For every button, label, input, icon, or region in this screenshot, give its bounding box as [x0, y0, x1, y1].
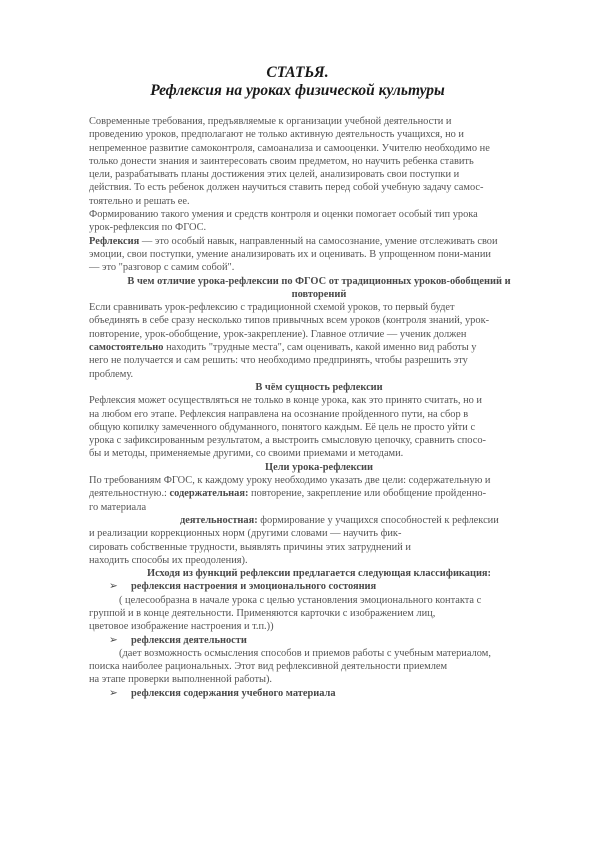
list-item — [89, 634, 549, 687]
text-line: го материала — [89, 501, 147, 513]
list-item-title-line — [89, 634, 549, 647]
text-line: находить способы их преодоления). — [89, 554, 248, 566]
text-span: деятельностную.: — [89, 488, 170, 500]
definition-text: — это особый навык, направленный на самосознание, умение отслеживать свои — [139, 235, 498, 247]
text-line: проведению уроков, предполагают не только активную деятельность учащихся, но и — [89, 129, 464, 141]
text-line: урока с зафиксированным результатом, а выстроить смысловую цепочку, сравнить спосо- — [89, 435, 487, 447]
bold-word: самостоятельно — [89, 342, 164, 354]
intro-paragraph — [89, 115, 549, 235]
heading-line: Цели урока-рефлексии — [265, 461, 373, 473]
heading-line: повторений — [291, 288, 347, 300]
text-line: Если сравнивать урок-рефлексию с традиционной схемой уроков, то первый будет — [89, 302, 455, 314]
text-line: (дает возможность осмысления способов и приемов работы с учебным материалом, — [119, 647, 491, 659]
definition-paragraph — [89, 235, 549, 275]
definition-term: Рефлексия — [89, 235, 140, 247]
arrow-bullet-icon: ➢ — [109, 581, 118, 593]
text-line: общую копилку замеченного обдуманного, понятого каждым. Её цель не просто уйти с — [89, 421, 476, 433]
text-line: Современные требования, предъявляемые к организации учебной деятельности и — [89, 116, 452, 127]
section-heading-essence — [89, 381, 549, 394]
text-line — [89, 235, 549, 248]
text-line: эмоции, свои поступки, умение анализировать их и оценивать. В упрощенном пони-мании — [89, 248, 491, 260]
text-line: только донести знания и заинтересовать своим предметом, но научить ребенка ставить — [89, 155, 474, 167]
article-title: Рефлексия на уроках физической культуры — [150, 82, 445, 99]
goals-paragraph — [89, 474, 549, 567]
text-line: тоятельно и решать ее. — [89, 195, 190, 207]
text-line: непременное развитие самоконтроля, самоанализа и самооценки. Учителю необходимо не — [89, 142, 490, 154]
text-line: бы и методы, применяемые другими, со своими приемами и методами. — [89, 448, 404, 460]
heading-line: В чём сущность рефлексии — [255, 381, 383, 393]
text-span: формирование у учащихся способностей к рефлексии — [257, 514, 499, 526]
text-line — [89, 487, 549, 500]
list-item-title: рефлексия деятельности — [131, 634, 247, 646]
text-line: него не получается и сам решить: что необходимо предпринять, чтобы разрешить эту — [89, 355, 468, 367]
text-line: действия. То есть ребенок должен научиться ставить перед собой учебную задачу самос- — [89, 182, 484, 194]
list-item-title: рефлексия настроения и эмоционального состояния — [131, 581, 377, 593]
text-line: проблему. — [89, 368, 134, 380]
difference-paragraph — [89, 301, 549, 381]
text-line — [89, 341, 549, 354]
classification-list — [89, 580, 549, 700]
section-heading-goals — [89, 461, 549, 474]
text-line: ( целесообразна в начале урока с целью установления эмоционального контакта с — [119, 594, 482, 606]
goal-content-label: содержательная: — [169, 488, 249, 500]
section-heading-difference — [89, 275, 549, 302]
text-line: Рефлексия может осуществляться не только в конце урока, как это принято считать, но и — [89, 395, 482, 407]
text-line: По требованиям ФГОС, к каждому уроку необходимо указать две цели: содержательную и — [89, 475, 491, 487]
list-item — [89, 687, 549, 700]
text-line: Формированию такого умения и средств контроля и оценки помогает особый тип урока — [89, 209, 478, 221]
arrow-bullet-icon: ➢ — [109, 687, 118, 699]
goal-activity-label: деятельностная: — [180, 514, 258, 526]
text-line: и реализации коррекционных норм (другими словами — научить фик- — [89, 528, 402, 540]
list-item-title-line — [89, 580, 549, 593]
heading-line: Исходя из функций рефлексии предлагается следующая классификация: — [146, 568, 492, 580]
article-body — [89, 115, 549, 700]
text-span: повторение, закрепление или обобщение пройденно- — [248, 488, 487, 500]
text-line: — это "разговор с самим собой". — [89, 262, 235, 274]
text-line: группой и в конце деятельности. Применяются карточки с изображением лиц, — [89, 607, 436, 619]
list-item-title: рефлексия содержания учебного материала — [131, 687, 336, 699]
classification-heading — [89, 567, 549, 580]
heading-line: В чем отличие урока-рефлексии по ФГОС от традиционных уроков-обобщений и — [127, 275, 511, 287]
text-span: находить "трудные места", сам оценивать, какой именно вид работы у — [163, 342, 477, 354]
text-line: поиска наиболее рациональных. Этот вид рефлексивной деятельности приемлем — [89, 661, 448, 673]
text-line: повторение, урок-обобщение, урок-закрепление). Главное отличие — ученик должен — [89, 328, 467, 340]
arrow-bullet-icon: ➢ — [109, 634, 118, 646]
article-label: СТАТЬЯ. — [266, 64, 329, 81]
essence-paragraph — [89, 394, 549, 460]
list-item — [89, 580, 549, 633]
text-line: объединять в себе сразу несколько типов привычных всем уроков (контроля знаний, урок- — [89, 315, 490, 327]
list-item-title-line — [89, 687, 549, 700]
text-line: на любом его этапе. Рефлексия направлена на осознание пройденного пути, на сбор в — [89, 408, 469, 420]
text-line: сировать собственные трудности, выявлять причины этих затруднений и — [89, 541, 411, 553]
text-line: цветовое изображение настроения и т.п.)) — [89, 621, 274, 633]
text-line: на этапе проверки выполненной работы). — [89, 674, 273, 686]
text-line: цели, разрабатывать планы достижения этих целей, анализировать свои поступки и — [89, 169, 460, 181]
text-line: урок-рефлексия по ФГОС. — [89, 222, 207, 234]
text-line — [89, 514, 549, 527]
